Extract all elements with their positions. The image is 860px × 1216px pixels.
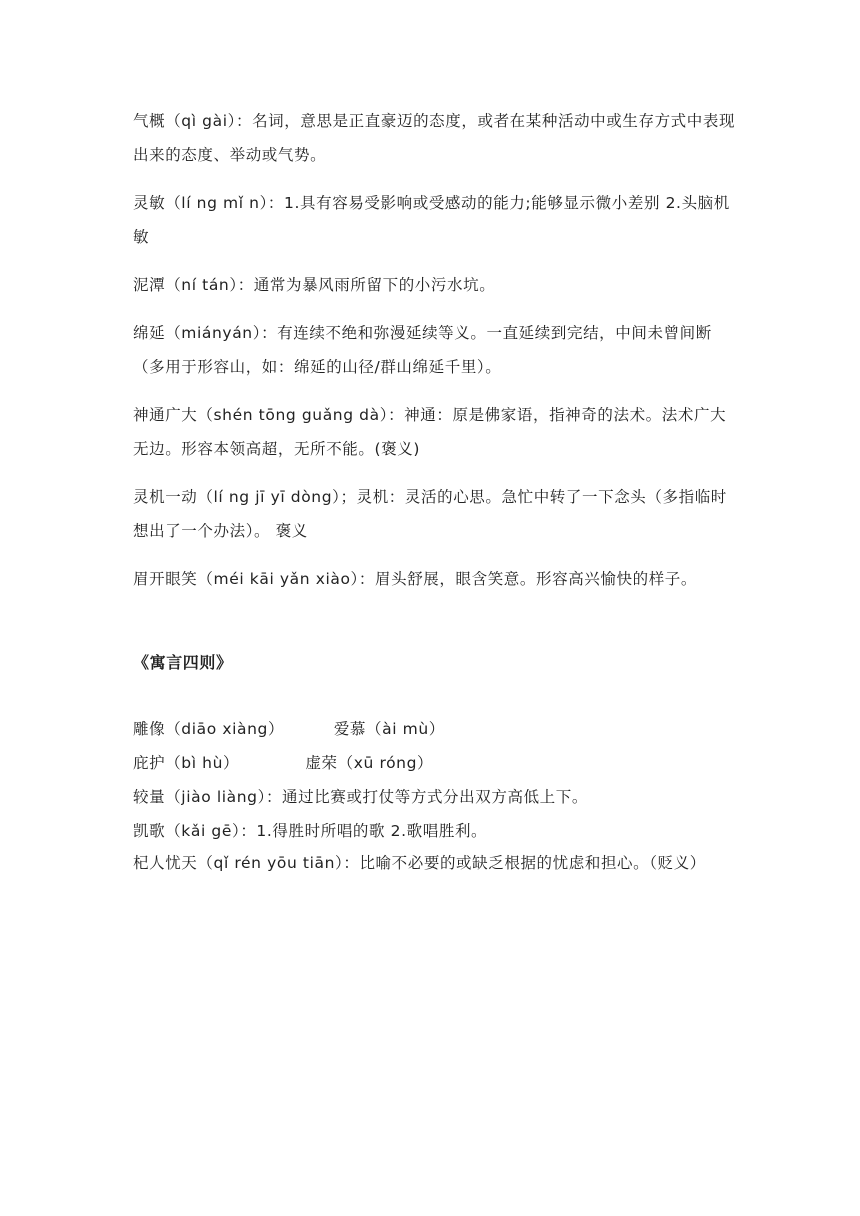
- entry-nitan: 泥潭（ní tán）：通常为暴风雨所留下的小污水坑。: [133, 276, 496, 294]
- entry-qiren: 杞人忧天（qǐ rén yōu tiān）：比喻不必要的或缺乏根据的忧虑和担心。（贬义）: [133, 854, 706, 872]
- vocab-line: 雕像（diāo xiàng） 爱慕（ài mù）: [133, 720, 445, 738]
- vocab-line: 凯歌（kǎi gē）：1.得胜时所唱的歌 2.歌唱胜利。: [133, 822, 488, 840]
- entry-lingmin: 灵敏（lí ng mǐ n）：1.具有容易受影响或受感动的能力;能够显示微小差别 2.头脑机敏: [133, 194, 730, 246]
- entry-lingji: 灵机一动（lí ng jī yī dòng）；灵机：灵活的心思。急忙中转了一下念头（多指临时想出了一个办法）。 褒义: [133, 488, 727, 540]
- section-heading: 《寓言四则》: [133, 653, 233, 672]
- entry-mianyan: 绵延（miányán）：有连续不绝和弥漫延续等义。一直延续到完结，中间未曾间断（多用于形容山，如：绵延的山径/群山绵延千里）。: [133, 324, 712, 376]
- vocab-line: 较量（jiào liàng）：通过比赛或打仗等方式分出双方高低上下。: [133, 788, 588, 806]
- entry-shentong: 神通广大（shén tōng guǎng dà）：神通：原是佛家语，指神奇的法术。法术广大无边。形容本领高超，无所不能。(褒义): [133, 406, 727, 458]
- vocab-line: 庇护（bì hù） 虚荣（xū róng）: [133, 754, 434, 772]
- entry-qigai: 气概（qì gài）：名词，意思是正直豪迈的态度，或者在某种活动中或生存方式中表现出来的态度、举动或气势。: [133, 112, 736, 164]
- entry-meikai: 眉开眼笑（méi kāi yǎn xiào）：眉头舒展，眼含笑意。形容高兴愉快的样子。: [133, 570, 698, 588]
